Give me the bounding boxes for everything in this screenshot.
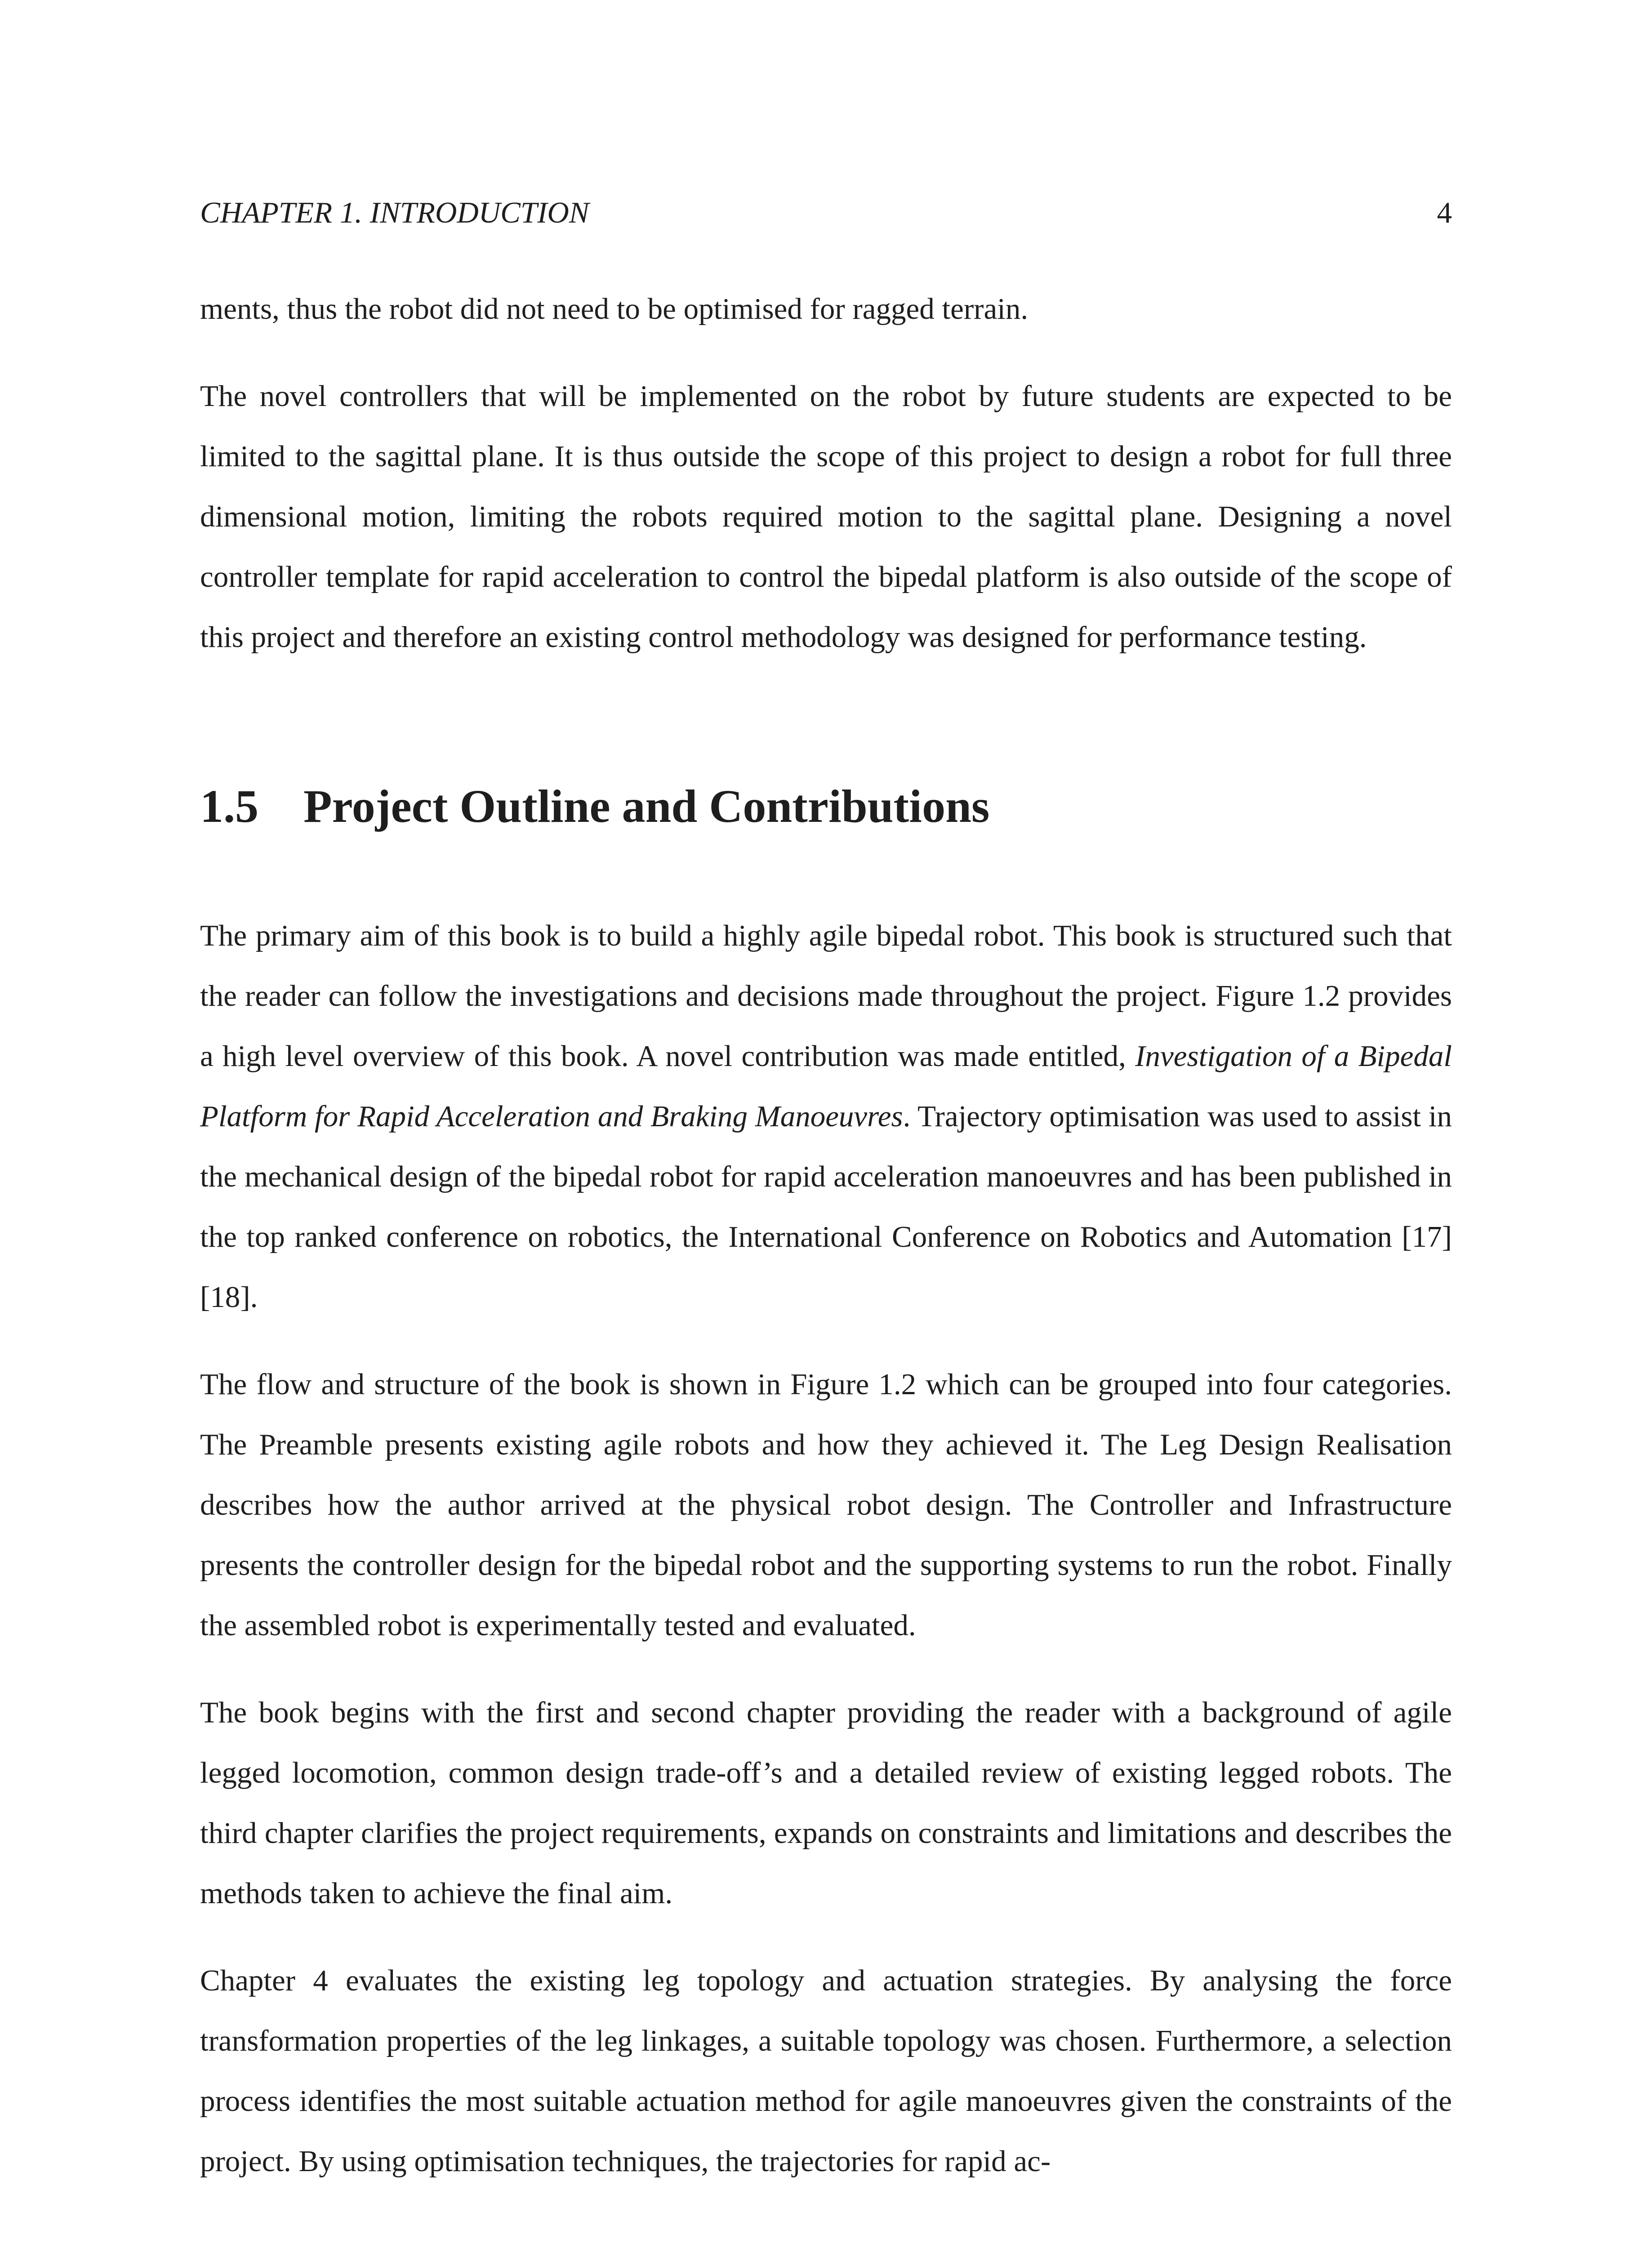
section-title: Project Outline and Contributions	[303, 781, 990, 832]
chapter-label: CHAPTER 1. INTRODUCTION	[200, 196, 589, 229]
contribution-title: Investigation of a Bipedal Platform for Rapid Acceleration and Braking Manoeuvres	[200, 1039, 1452, 1133]
paragraph-continued: ments, thus the robot did not need to be optimised for ragged terrain.	[200, 292, 1029, 326]
running-header	[200, 192, 1452, 233]
paragraph-text: The primary aim of this book is to build a highly agile bipedal robot. This book is structured such that the reader can follow the investigations and decisions made throughout the project. Figure 1.2 provides a high level overview of this book. A novel contribution was made entitled,	[200, 919, 1452, 1073]
paragraph-primary-aim	[200, 905, 1452, 1327]
paragraph-flow: The flow and structure of the book is shown in Figure 1.2 which can be grouped into four categories. The Preamble presents existing agile robots and how they achieved it. The Leg Design Realisation describes how the author arrived at the physical robot design. The Controller and Infrastructure presents the controller design for the bipedal robot and the supporting systems to run the robot. Finally the assembled robot is experimentally tested and evaluated.	[200, 1368, 1452, 1642]
paragraph-chapter-4: Chapter 4 evaluates the existing leg topology and actuation strategies. By analysing the force transformation properties of the leg linkages, a suitable topology was chosen. Furthermore, a selection process identifies the most suitable actuation method for agile manoeuvres given the constraints of the project. By using optimisation techniques, the trajectories for rapid ac-	[200, 1964, 1452, 2178]
section-heading	[200, 775, 1452, 838]
page-number: 4	[1437, 196, 1452, 229]
document-page	[200, 0, 1452, 2248]
section-number: 1.5	[200, 781, 258, 832]
paragraph-chapters: The book begins with the first and second chapter providing the reader with a background of agile legged locomotion, common design trade-off’s and a detailed review of existing legged robots. The third chapter clarifies the project requirements, expands on constraints and limitations and describes the methods taken to achieve the final aim.	[200, 1696, 1452, 1910]
body-text	[200, 279, 1452, 2218]
paragraph-text: . Trajectory optimisation was used to assist in the mechanical design of the bipedal robot for rapid acceleration manoeuvres and has been published in the top ranked conference on robotics, the International Conference on Robotics and Automation [17][18].	[200, 1100, 1452, 1314]
paragraph-scope: The novel controllers that will be implemented on the robot by future students are expected to be limited to the sagittal plane. It is thus outside the scope of this project to design a robot for full three dimensional motion, limiting the robots required motion to the sagittal plane. Designing a novel controller template for rapid acceleration to control the bipedal platform is also outside of the scope of this project and therefore an existing control methodology was designed for performance testing.	[200, 379, 1452, 654]
